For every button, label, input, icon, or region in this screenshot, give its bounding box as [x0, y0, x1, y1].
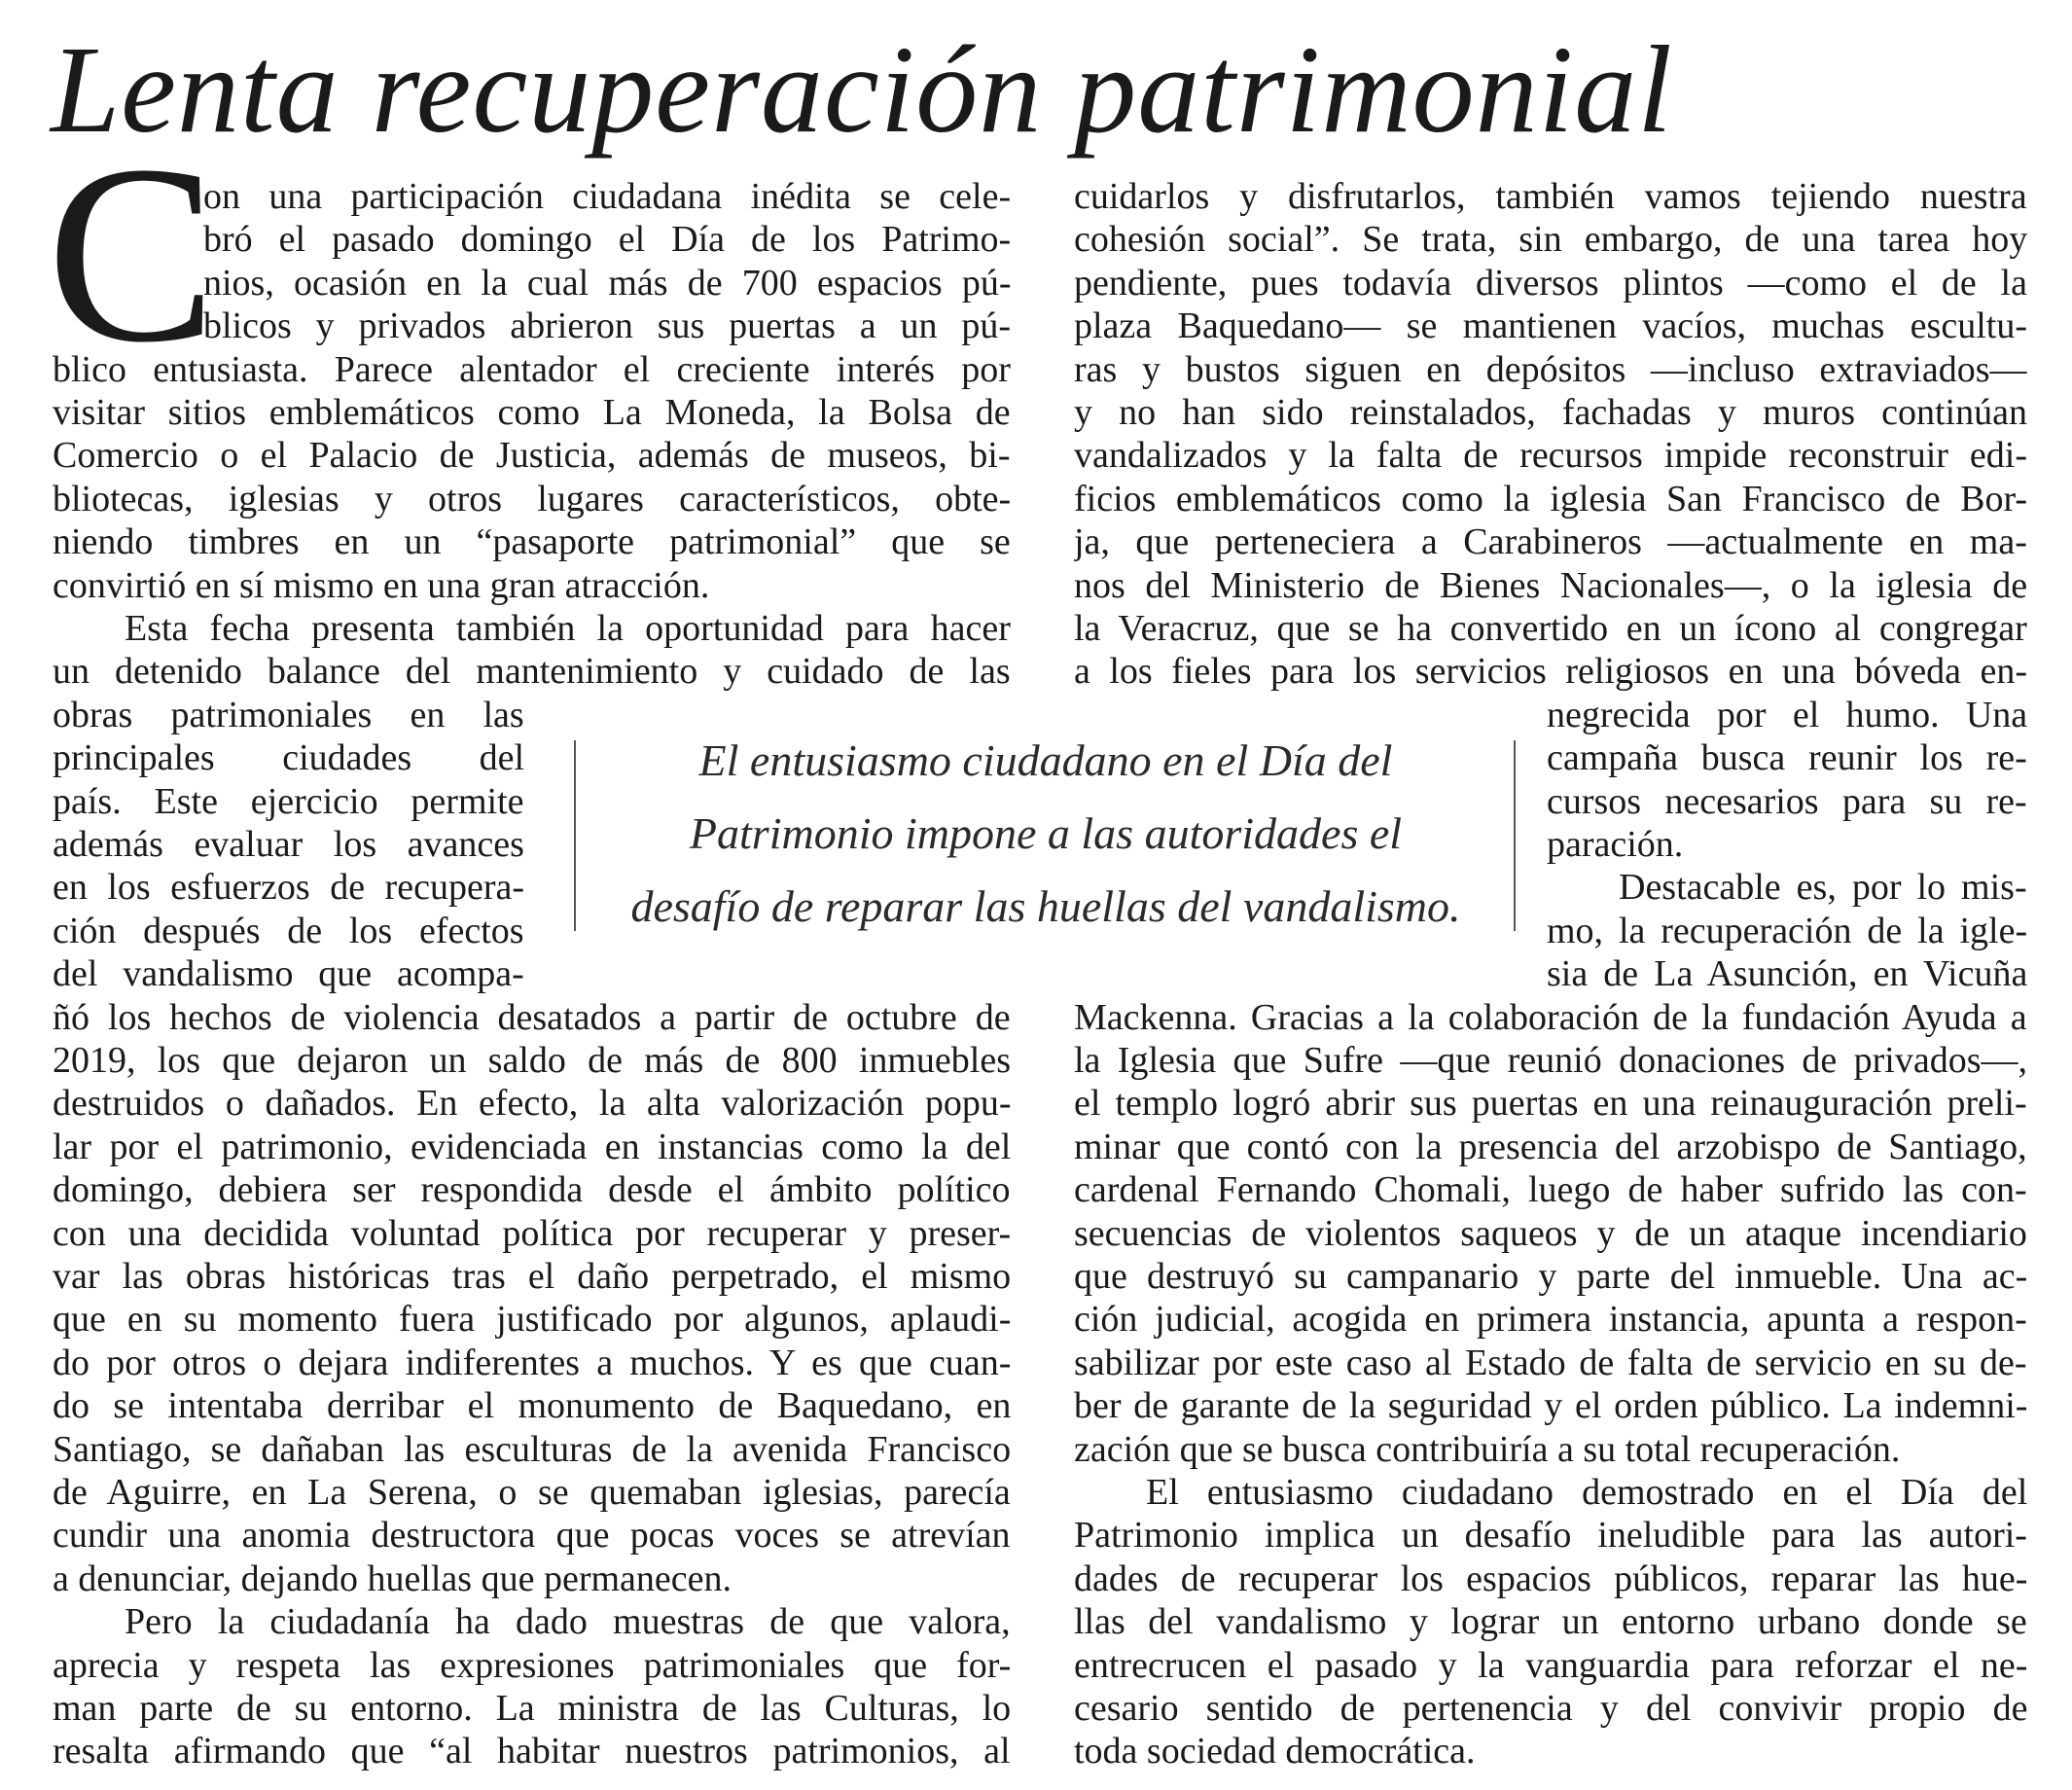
text-line: zación que se busca contribuiría a su total recuperación.: [1074, 1429, 1901, 1470]
text-line: con una decidida voluntad política por recuperar y preser-: [53, 1213, 1011, 1254]
text-line: blico entusiasta. Parece alentador el creciente interés por: [53, 349, 1011, 390]
text-line: obras patrimoniales en las: [53, 695, 524, 735]
text-line: campaña busca reunir los re-: [1547, 737, 2027, 778]
text-line: que destruyó su campanario y parte del inmueble. Una ac-: [1074, 1256, 2027, 1297]
text-line: y no han sido reinstalados, fachadas y muros continúan: [1074, 392, 2027, 433]
text-line: del vandalismo que acompa-: [53, 953, 524, 994]
text-line: Esta fecha presenta también la oportunidad para hacer: [125, 608, 1011, 649]
text-line: entrecrucen el pasado y la vanguardia para reforzar el ne-: [1074, 1645, 2027, 1686]
text-line: 2019, los que dejaron un saldo de más de 800 inmuebles: [53, 1040, 1011, 1081]
text-line: Destacable es, por lo mis-: [1619, 867, 2027, 908]
text-line: a denunciar, dejando huellas que permanecen.: [53, 1558, 732, 1599]
text-line: on una participación ciudadana inédita se cele-: [203, 176, 1011, 217]
text-line: el templo logró abrir sus puertas en una reinauguración preli-: [1074, 1083, 2027, 1124]
text-line: Santiago, se dañaban las esculturas de la avenida Francisco: [53, 1429, 1011, 1470]
text-line: Pero la ciudadanía ha dado muestras de que valora,: [125, 1601, 1011, 1642]
pull-quote: [574, 717, 1518, 941]
text-line: ción judicial, acogida en primera instancia, apunta a respon-: [1074, 1299, 2027, 1340]
text-line: un detenido balance del mantenimiento y cuidado de las: [53, 651, 1011, 692]
text-line: convirtió en sí mismo en una gran atracción.: [53, 565, 710, 606]
text-line: ras y bustos siguen en depósitos —incluso extraviados—: [1074, 349, 2027, 390]
pull-quote-line: desafío de reparar las huellas del vandalismo.: [630, 881, 1461, 931]
text-line: además evaluar los avances: [53, 824, 524, 865]
text-line: blicos y privados abrieron sus puertas a un pú-: [203, 305, 1011, 346]
text-line: cundir una anomia destructora que pocas voces se atrevían: [53, 1515, 1011, 1556]
text-line: bró el pasado domingo el Día de los Patrimo-: [203, 219, 1011, 260]
text-line: lar por el patrimonio, evidenciada en instancias como la del: [53, 1127, 1011, 1167]
text-line: llas del vandalismo y lograr un entorno urbano donde se: [1074, 1601, 2027, 1642]
text-line: ja, que perteneciera a Carabineros —actualmente en ma-: [1074, 521, 2027, 562]
text-line: resalta afirmando que “al habitar nuestros patrimonios, al: [53, 1731, 1011, 1772]
text-line: destruidos o dañados. En efecto, la alta valorización popu-: [53, 1083, 1011, 1124]
text-line: país. Este ejercicio permite: [53, 781, 524, 822]
text-line: Comercio o el Palacio de Justicia, además de museos, bi-: [53, 435, 1011, 476]
text-line: ñó los hechos de violencia desatados a partir de octubre de: [53, 997, 1011, 1038]
text-line: de Aguirre, en La Serena, o se quemaban iglesias, parecía: [53, 1472, 1011, 1513]
text-line: pendiente, pues todavía diversos plintos —como el de la: [1074, 263, 2027, 304]
text-line: do se intentaba derribar el monumento de Baquedano, en: [53, 1385, 1011, 1426]
pull-quote-line: El entusiasmo ciudadano en el Día del: [698, 735, 1393, 785]
text-line: nos del Ministerio de Bienes Nacionales—, o la iglesia de: [1074, 565, 2027, 606]
drop-cap: C: [47, 113, 217, 395]
pull-quote-line: Patrimonio impone a las autoridades el: [689, 808, 1403, 858]
text-line: cuidarlos y disfrutarlos, también vamos tejiendo nuestra: [1074, 176, 2027, 217]
text-line: domingo, debiera ser respondida desde el ámbito político: [53, 1169, 1011, 1210]
text-line: cardenal Fernando Chomali, luego de haber sufrido las con-: [1074, 1169, 2027, 1210]
text-line: El entusiasmo ciudadano demostrado en el Día del: [1146, 1472, 2027, 1513]
text-line: la Iglesia que Sufre —que reunió donaciones de privados—,: [1074, 1040, 2027, 1081]
text-line: cohesión social”. Se trata, sin embargo, de una tarea hoy: [1074, 219, 2027, 260]
text-line: principales ciudades del: [53, 737, 524, 778]
text-line: cesario sentido de pertenencia y del convivir propio de: [1074, 1688, 2027, 1729]
text-line: nios, ocasión en la cual más de 700 espacios pú-: [203, 263, 1011, 304]
text-line: man parte de su entorno. La ministra de las Culturas, lo: [53, 1688, 1011, 1729]
text-line: dades de recuperar los espacios públicos, reparar las hue-: [1074, 1558, 2027, 1599]
text-line: ción después de los efectos: [53, 911, 524, 951]
text-line: a los fieles para los servicios religiosos en una bóveda en-: [1074, 651, 2027, 692]
headline: Lenta recuperación patrimonial: [51, 20, 1673, 159]
text-line: aprecia y respeta las expresiones patrimoniales que for-: [53, 1645, 1011, 1686]
text-line: visitar sitios emblemáticos como La Moneda, la Bolsa de: [53, 392, 1011, 433]
text-line: Patrimonio implica un desafío ineludible para las autori-: [1074, 1515, 2027, 1556]
text-line: paración.: [1547, 824, 1684, 865]
text-line: vandalizados y la falta de recursos impide reconstruir edi-: [1074, 435, 2027, 476]
text-line: ber de garante de la seguridad y el orden público. La indemni-: [1074, 1385, 2027, 1426]
text-line: minar que contó con la presencia del arzobispo de Santiago,: [1074, 1127, 2027, 1167]
text-line: Mackenna. Gracias a la colaboración de la fundación Ayuda a: [1074, 997, 2027, 1038]
text-line: ficios emblemáticos como la iglesia San Francisco de Bor-: [1074, 479, 2027, 519]
text-line: mo, la recuperación de la igle-: [1547, 911, 2027, 951]
text-line: en los esfuerzos de recupera-: [53, 867, 524, 908]
text-line: que en su momento fuera justificado por algunos, aplaudi-: [53, 1299, 1011, 1340]
text-line: sia de La Asunción, en Vicuña: [1547, 953, 2027, 994]
text-line: cursos necesarios para su re-: [1547, 781, 2027, 822]
text-line: do por otros o dejara indiferentes a muchos. Y es que cuan-: [53, 1342, 1011, 1383]
text-line: negrecida por el humo. Una: [1547, 695, 2027, 735]
text-line: plaza Baquedano— se mantienen vacíos, muchas escultu-: [1074, 305, 2027, 346]
text-line: sabilizar por este caso al Estado de falta de servicio en su de-: [1074, 1342, 2027, 1383]
text-line: secuencias de violentos saqueos y de un ataque incendiario: [1074, 1213, 2027, 1254]
text-line: toda sociedad democrática.: [1074, 1731, 1476, 1772]
text-line: niendo timbres en un “pasaporte patrimonial” que se: [53, 521, 1011, 562]
text-line: bliotecas, iglesias y otros lugares característicos, obte-: [53, 479, 1011, 519]
text-line: var las obras históricas tras el daño perpetrado, el mismo: [53, 1256, 1011, 1297]
text-line: la Veracruz, que se ha convertido en un ícono al congregar: [1074, 608, 2027, 649]
